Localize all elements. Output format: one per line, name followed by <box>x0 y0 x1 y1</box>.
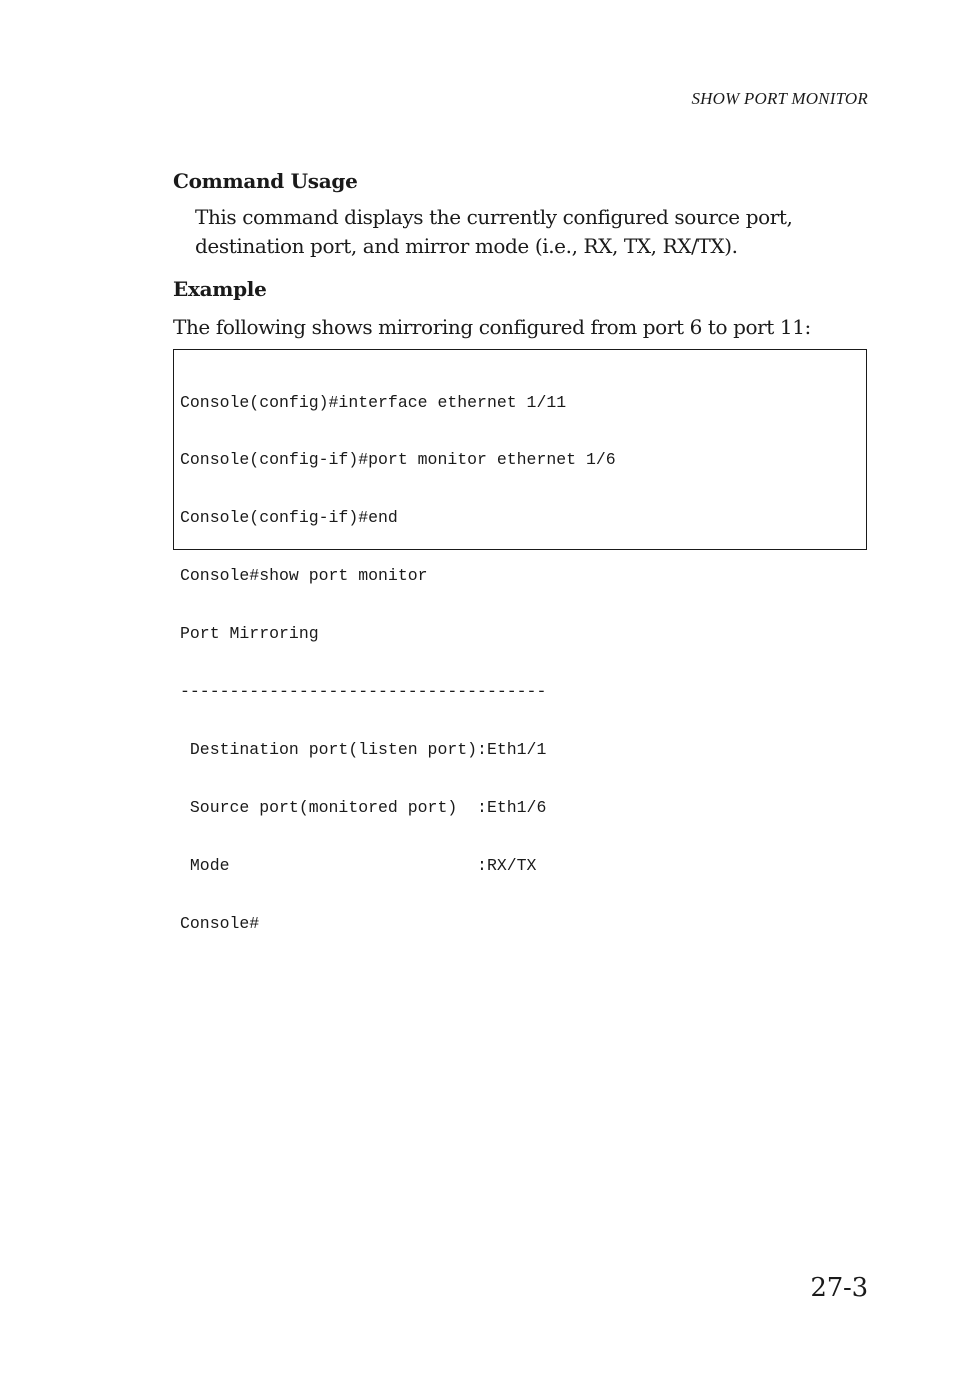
code-line: Destination port(listen port):Eth1/1 <box>180 739 547 759</box>
page-number: 27-3 <box>810 1273 868 1303</box>
code-line: Source port(monitored port) :Eth1/6 <box>180 797 547 817</box>
code-line: Console# <box>180 913 260 933</box>
code-line: Console#show port monitor <box>180 566 428 586</box>
command-usage-heading: Command Usage <box>173 169 358 193</box>
code-line: Console(config)#interface ethernet 1/11 <box>180 392 567 412</box>
code-line: Console(config-if)#port monitor ethernet 1/6 <box>180 450 616 470</box>
command-usage-text: This command displays the currently configured source port, destination port, and mirror mode (i.e., RX, TX, RX/TX). <box>195 205 793 258</box>
code-line: ------------------------------------- <box>180 682 547 702</box>
example-intro-text: The following shows mirroring configured from port 6 to port 11: <box>173 315 811 339</box>
running-header: SHOW PORT MONITOR <box>691 89 868 108</box>
example-heading: Example <box>173 277 267 301</box>
code-example-box <box>173 349 867 933</box>
code-line: Port Mirroring <box>180 624 319 644</box>
code-line: Mode :RX/TX <box>180 855 537 875</box>
code-line: Console(config-if)#end <box>180 508 398 528</box>
